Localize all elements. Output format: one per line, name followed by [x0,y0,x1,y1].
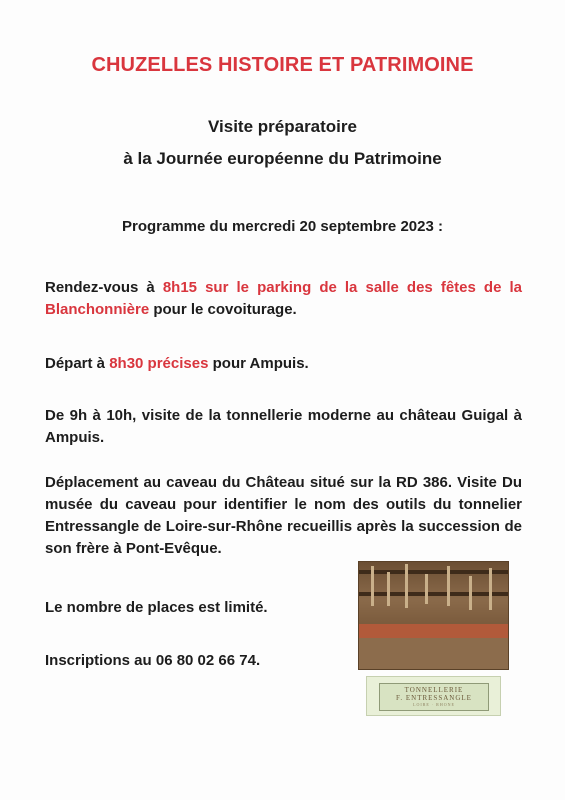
sign-line-1: TONNELLERIE [404,686,464,694]
rendezvous-suffix: pour le covoiturage. [149,301,297,318]
sign-line-2: F. ENTRESSANGLE [396,694,472,702]
sign-line-3: LOIRE · RHONE [413,702,455,707]
subtitle-line-1: Visite préparatoire [208,117,357,136]
depart-paragraph [45,353,522,375]
program-heading: Programme du mercredi 20 septembre 2023 : [122,218,443,235]
workshop-photo [358,561,509,670]
depart-prefix: Départ à [45,355,110,372]
rendezvous-location: 8h15 sur le parking de la salle des fêtes de la Blanchonnière [45,279,522,318]
tonnellerie-label-card [366,676,501,716]
rendezvous-paragraph [45,277,522,321]
places-paragraph: Le nombre de places est limité. [45,599,268,616]
caveau-paragraph: Déplacement au caveau du Château situé sur la RD 386. Visite Du musée du caveau pour identifier le nom des outils du tonnelier Entressangle de Loire-sur-Rhône recueillis après la succession de son frère à Pont-Evêque. [45,474,522,557]
visit-paragraph: De 9h à 10h, visite de la tonnellerie moderne au château Guigal à Ampuis. [45,407,522,446]
depart-time: 8h30 précises [109,355,209,372]
subtitle-line-2: à la Journée européenne du Patrimoine [123,149,442,168]
rendezvous-prefix: Rendez-vous à [45,279,163,296]
depart-suffix: pour Ampuis. [208,355,309,372]
inscriptions-paragraph: Inscriptions au 06 80 02 66 74. [45,652,261,669]
tonnellerie-sign [379,683,489,711]
page-title: CHUZELLES HISTOIRE ET PATRIMOINE [91,54,474,76]
